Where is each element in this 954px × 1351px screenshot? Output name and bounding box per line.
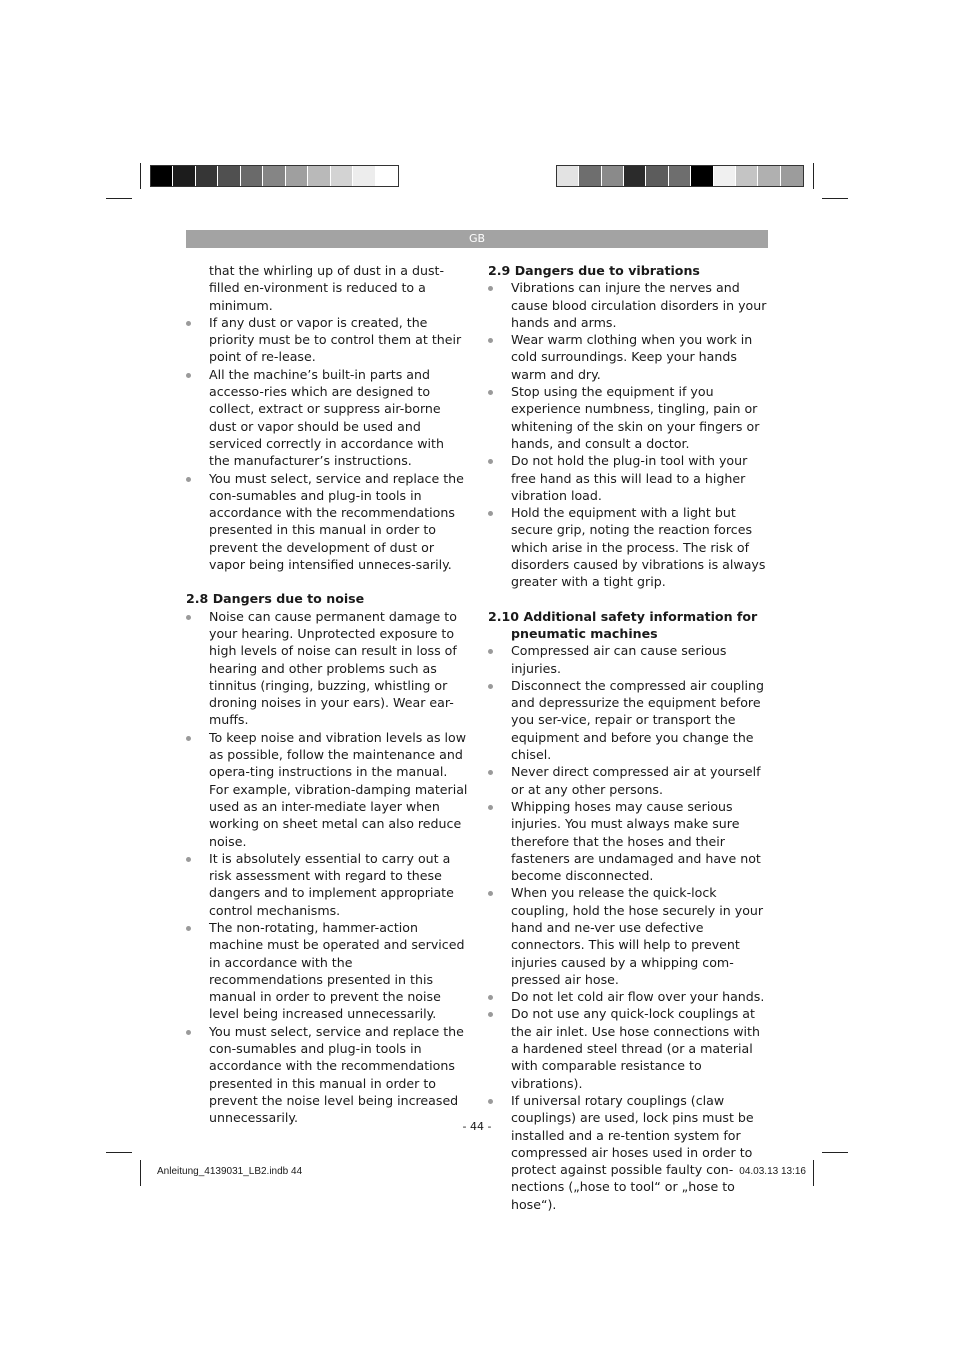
list-item: Never direct compressed air at yourself or at any other persons.: [488, 763, 770, 798]
bullet-list: [186, 314, 468, 573]
bullet-dot-icon: [488, 684, 493, 689]
bullet-dot-icon: [488, 1012, 493, 1017]
file-slug: Anleitung_4139031_LB2.indb 44: [157, 1166, 303, 1177]
color-swatch: [646, 166, 668, 186]
page-number: - 44 -: [462, 1120, 492, 1133]
list-item: Compressed air can cause serious injuries.: [488, 642, 770, 677]
color-swatch: [173, 166, 195, 186]
bullet-dot-icon: [488, 770, 493, 775]
crop-mark: [106, 1152, 132, 1153]
right-column: [488, 262, 770, 1213]
bullet-dot-icon: [488, 995, 493, 1000]
list-item: Do not let cold air flow over your hands.: [488, 988, 770, 1005]
bullet-dot-icon: [186, 1030, 191, 1035]
color-swatch: [286, 166, 308, 186]
bullet-dot-icon: [488, 649, 493, 654]
bullet-dot-icon: [488, 805, 493, 810]
list-item: Wear warm clothing when you work in cold surroundings. Keep your hands warm and dry.: [488, 331, 770, 383]
continued-paragraph: that the whirling up of dust in a dust- filled en-vironment is reduced to a minimum.: [209, 263, 445, 313]
color-swatch: [151, 166, 173, 186]
color-swatch: [714, 166, 736, 186]
bullet-list: [488, 279, 770, 590]
list-item: You must select, service and replace the con-sumables and plug-in tools in accordance with the recommendations presented in this manual in order to prevent the development of dust or vapor being intensified unneces-sarily.: [186, 470, 468, 574]
list-item: All the machine’s built-in parts and accesso-ries which are designed to collect, extract or suppress air-borne dust or vapor should be used and serviced correctly in accordance with the manufacturer’s instructions.: [186, 366, 468, 470]
list-item: To keep noise and vibration levels as low as possible, follow the maintenance and opera-ting instructions in the manual. For example, vibration-damping material used as an inter-mediate layer when working on sheet metal can also reduce noise.: [186, 729, 468, 850]
bullet-dot-icon: [488, 459, 493, 464]
color-swatch: [263, 166, 285, 186]
color-swatch: [602, 166, 624, 186]
color-swatch: [196, 166, 218, 186]
bullet-dot-icon: [186, 321, 191, 326]
bullet-dot-icon: [186, 615, 191, 620]
color-swatch: [353, 166, 375, 186]
left-column: [186, 262, 468, 1127]
list-item: Disconnect the compressed air coupling and depressurize the equipment before you ser-vice, repair or transport the equipment and before you change the chisel.: [488, 677, 770, 763]
color-swatch: [241, 166, 263, 186]
list-item: Whipping hoses may cause serious injuries. You must always make sure therefore that the hoses and their fasteners are undamaged and have not become disconnected.: [488, 798, 770, 884]
color-swatch: [308, 166, 330, 186]
crop-mark: [822, 198, 848, 199]
list-item: Hold the equipment with a light but secure grip, noting the reaction forces which arise in the process. The risk of disorders caused by vibrations is always greater with a tight grip.: [488, 504, 770, 590]
bullet-dot-icon: [488, 891, 493, 896]
list-item: Do not hold the plug-in tool with your free hand as this will lead to a higher vibration load.: [488, 452, 770, 504]
bullet-dot-icon: [186, 373, 191, 378]
bullet-dot-icon: [186, 857, 191, 862]
color-swatch: [691, 166, 713, 186]
section-heading-2-8: 2.8 Dangers due to noise: [186, 591, 365, 607]
crop-mark: [813, 1160, 814, 1186]
section-heading-2-10: 2.10 Additional safety information for pneumatic machines: [488, 608, 758, 641]
crop-mark: [813, 163, 814, 189]
list-item: The non-rotating, hammer-action machine must be operated and serviced in accordance with the recommendations presented in this manual in order to prevent the noise level being increased unnecessarily.: [186, 919, 468, 1023]
color-registration-bar-left: [150, 165, 399, 187]
crop-mark: [140, 163, 141, 189]
list-item: Noise can cause permanent damage to your hearing. Unprotected exposure to high levels of noise can result in loss of hearing and other problems such as tinnitus (ringing, buzzing, whistling or droning noises in your ears). Wear ear-muffs.: [186, 608, 468, 729]
color-swatch: [579, 166, 601, 186]
list-item: If universal rotary couplings (claw couplings) are used, lock pins must be installed and a re-tention system for compressed air hoses used in order to protect against possible faulty con-nections („hose to tool“ or „hose to hose“).: [488, 1092, 770, 1213]
color-swatch: [758, 166, 780, 186]
color-swatch: [331, 166, 353, 186]
bullet-dot-icon: [186, 736, 191, 741]
list-item: Do not use any quick-lock couplings at the air inlet. Use hose connections with a hardened steel thread (or a material with comparable resistance to vibrations).: [488, 1005, 770, 1091]
color-swatch: [669, 166, 691, 186]
bullet-dot-icon: [488, 390, 493, 395]
bullet-list: [186, 608, 468, 1127]
list-item: You must select, service and replace the con-sumables and plug-in tools in accordance with the recommendations presented in this manual in order to prevent the noise level being increased unnecessarily.: [186, 1023, 468, 1127]
section-heading-2-9: 2.9 Dangers due to vibrations: [488, 263, 700, 278]
bullet-dot-icon: [488, 286, 493, 291]
bullet-dot-icon: [488, 511, 493, 516]
language-label: GB: [468, 232, 486, 245]
color-swatch: [736, 166, 758, 186]
color-swatch: [557, 166, 579, 186]
color-swatch: [624, 166, 646, 186]
list-item: It is absolutely essential to carry out a risk assessment with regard to these dangers and to implement appropriate control mechanisms.: [186, 850, 468, 919]
list-item: If any dust or vapor is created, the priority must be to control them at their point of re-lease.: [186, 314, 468, 366]
color-swatch: [781, 166, 803, 186]
color-swatch: [218, 166, 240, 186]
color-swatch: [376, 166, 398, 186]
bullet-dot-icon: [488, 1099, 493, 1104]
date-stamp: 04.03.13 13:16: [739, 1166, 806, 1177]
list-item: When you release the quick-lock coupling, hold the hose securely in your hand and ne-ver use defective connectors. This will help to prevent injuries caused by a whipping com-pressed air hose.: [488, 884, 770, 988]
language-header-band: [186, 230, 768, 248]
crop-mark: [106, 198, 132, 199]
bullet-dot-icon: [186, 477, 191, 482]
bullet-dot-icon: [488, 338, 493, 343]
list-item: Vibrations can injure the nerves and cause blood circulation disorders in your hands and arms.: [488, 279, 770, 331]
bullet-dot-icon: [186, 926, 191, 931]
list-item: Stop using the equipment if you experience numbness, tingling, pain or whitening of the skin on your fingers or hands, and consult a doctor.: [488, 383, 770, 452]
crop-mark: [140, 1160, 141, 1186]
crop-mark: [822, 1152, 848, 1153]
color-registration-bar-right: [556, 165, 804, 187]
